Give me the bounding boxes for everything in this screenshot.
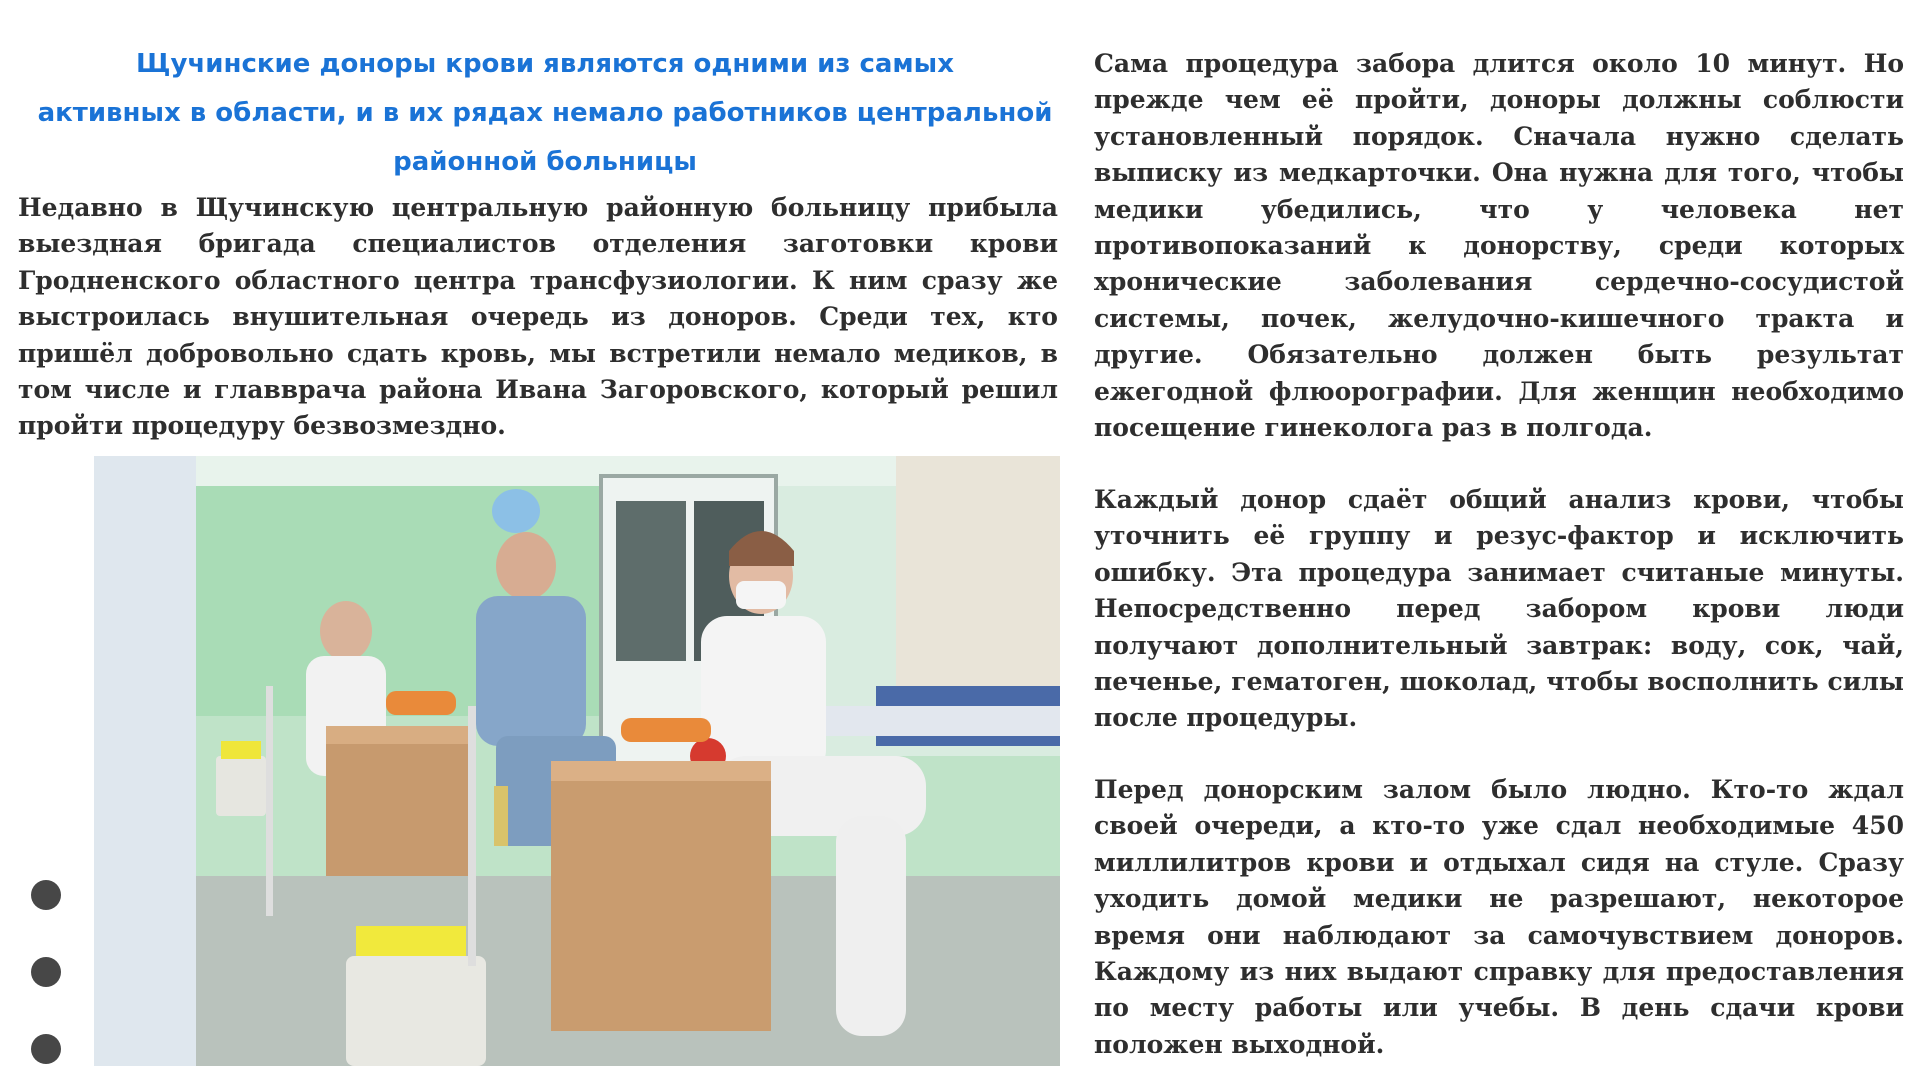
analysis-paragraph: Каждый донор сдаёт общий анализ крови, чтобы уточнить её группу и резус-фактор и исключить ошибку. Эта процедура занимает считаные минуты. Непосредственно перед забором крови люди получают дополнительный завтрак: воду, сок, чай, печенье, гематоген, шоколад, чтобы восполнить силы после процедуры.	[1094, 485, 1904, 733]
nav-dot-3[interactable]	[31, 1034, 61, 1064]
heading-line-2: активных в области, и в их рядах немало работников центральной	[37, 98, 1053, 128]
heading-line-1: Щучинские доноры крови являются одними из самых	[136, 49, 954, 79]
intro-paragraph: Недавно в Щучинскую центральную районную больницу прибыла выездная бригада специалистов отделения заготовки крови Гродненского областного центра трансфузиологии. К ним сразу же выстроилась внушительная очередь из доноров. Среди тех, кто пришёл добровольно сдать кровь, мы встретили немало медиков, в том числе и главврача района Ивана Загоровского, который решил пройти процедуру безвозмездно.	[18, 193, 1058, 441]
article-heading	[30, 40, 1060, 187]
donor-hall-paragraph: Перед донорским залом было людно. Кто-то ждал своей очереди, а кто-то уже сдал необходимые 450 миллилитров крови и отдыхал сидя на стуле. Сразу уходить домой медики не разрешают, некоторое время они наблюдают за самочувствием доноров. Каждому из них выдают справку для предоставления по месту работы или учебы. В день сдачи крови положен выходной.	[1094, 775, 1904, 1059]
procedure-paragraph: Сама процедура забора длится около 10 минут. Но прежде чем её пройти, доноры должны соблюсти установленный порядок. Сначала нужно сделать выписку из медкарточки. Она нужна для того, чтобы медики убедились, что у человека нет противопоказаний к донорству, среди которых хронические заболевания сердечно-сосудистой системы, почек, желудочно-кишечного тракта и другие. Обязательно должен быть результат ежегодной флюорографии. Для женщин необходимо посещение гинеколога раз в полгода.	[1094, 49, 1904, 443]
photo-side-panel	[94, 456, 196, 1066]
nav-dot-2[interactable]	[31, 957, 61, 987]
nav-dot-1[interactable]	[31, 880, 61, 910]
blood-donation-photo	[196, 456, 1060, 1066]
heading-line-3: районной больницы	[393, 147, 697, 177]
